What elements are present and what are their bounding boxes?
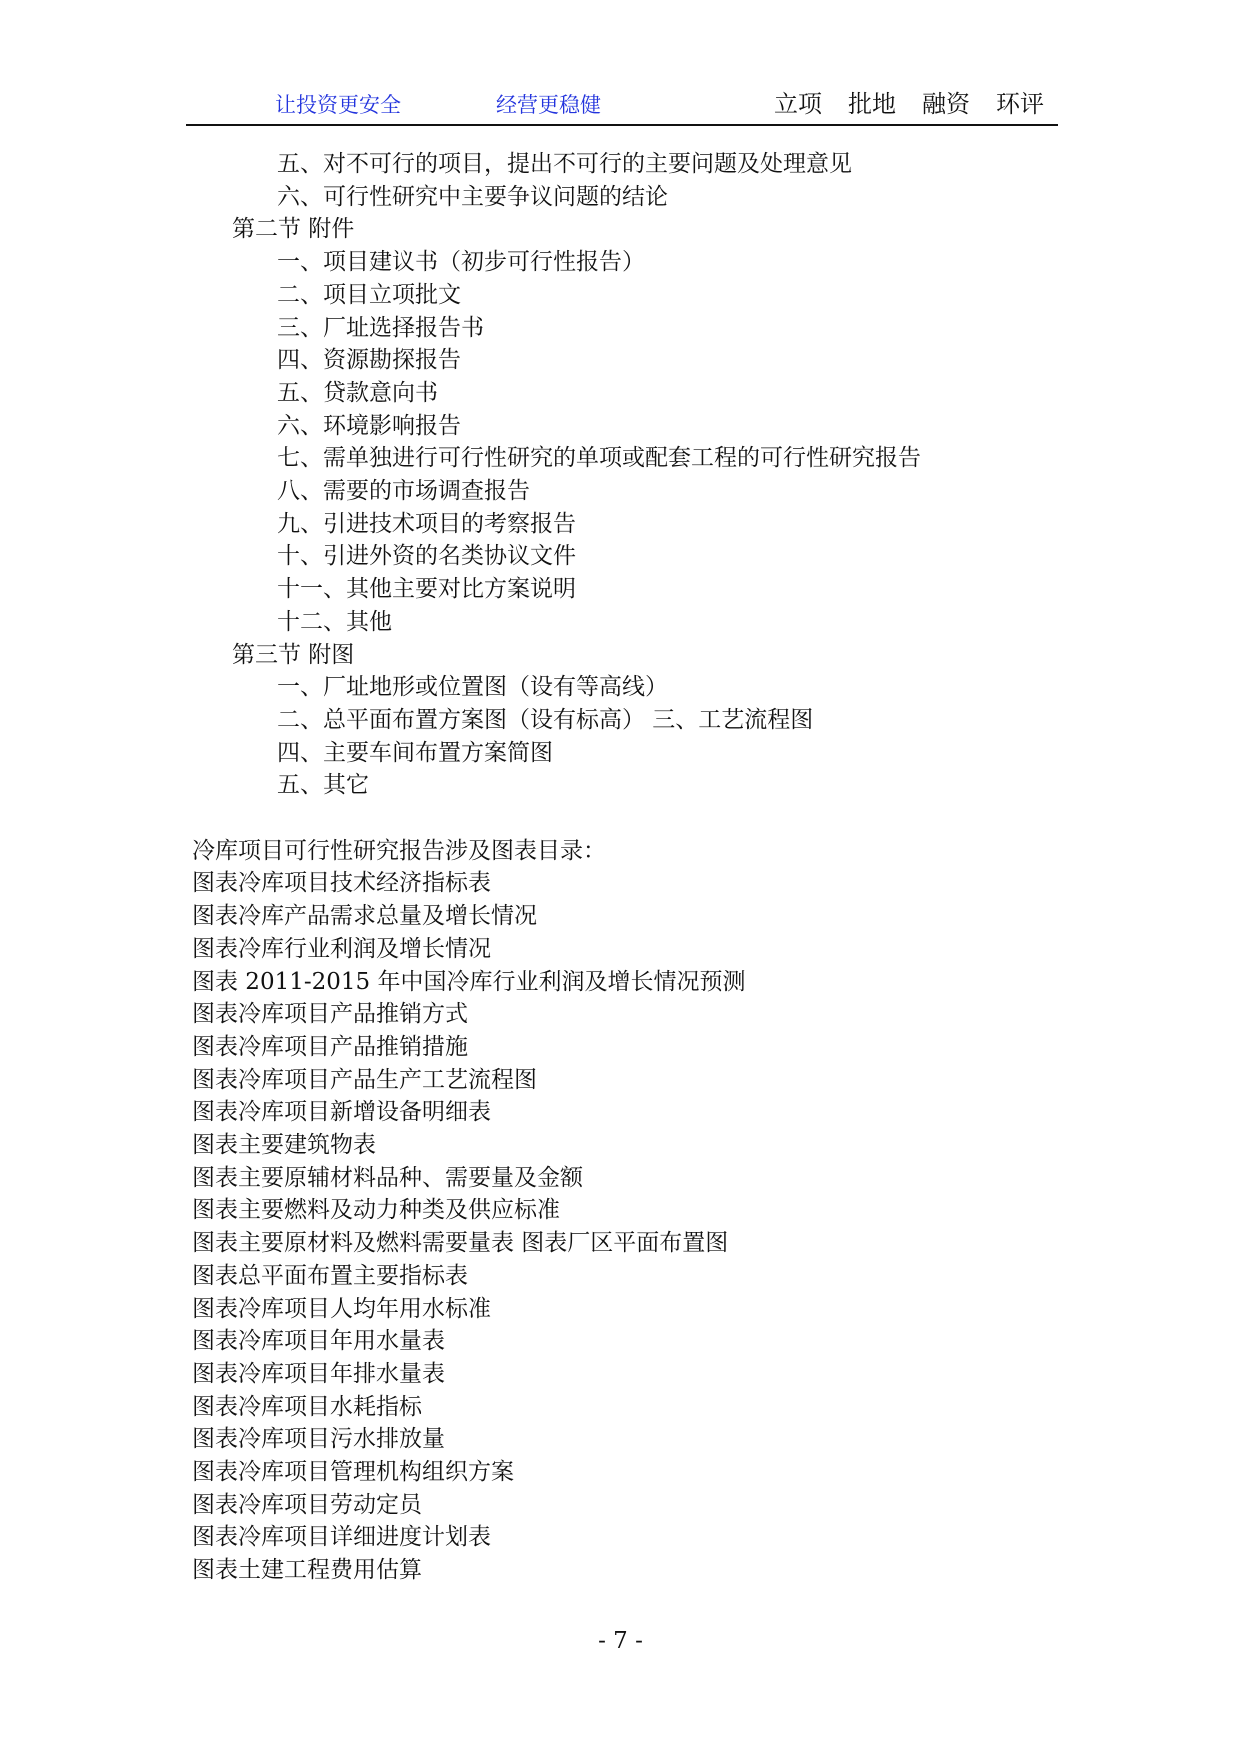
figure-list-item: 图表冷库项目劳动定员 (192, 1491, 422, 1518)
outline-item: 六、环境影响报告 (277, 412, 461, 439)
outline-item: 五、贷款意向书 (277, 379, 438, 406)
section-heading: 第二节 附件 (232, 216, 355, 243)
figure-list-item: 图表冷库项目产品生产工艺流程图 (192, 1066, 537, 1093)
figure-list-item: 图表冷库项目产品推销方式 (192, 1001, 468, 1028)
outline-item: 一、厂址地形或位置图（设有等高线） (277, 674, 668, 701)
outline-item: 六、可行性研究中主要争议问题的结论 (277, 183, 668, 210)
figure-list-item: 图表冷库项目详细进度计划表 (192, 1524, 491, 1551)
figure-list-item: 图表冷库项目技术经济指标表 (192, 870, 491, 897)
figure-list-item: 图表主要燃料及动力种类及供应标准 (192, 1197, 560, 1224)
outline-item: 四、主要车间布置方案简图 (277, 739, 553, 766)
figure-list-item: 图表冷库行业利润及增长情况 (192, 935, 491, 962)
figure-list-item: 图表土建工程费用估算 (192, 1557, 422, 1584)
page-header (186, 88, 1058, 126)
service-item-financing: 融资 (922, 90, 970, 118)
figure-list-item: 图表冷库项目人均年用水标准 (192, 1295, 491, 1322)
outline-item: 九、引进技术项目的考察报告 (277, 510, 576, 537)
figure-list-item: 图表总平面布置主要指标表 (192, 1262, 468, 1289)
outline-item: 一、项目建议书（初步可行性报告） (277, 249, 645, 276)
service-item-approval: 立项 (774, 90, 822, 118)
service-item-land: 批地 (848, 90, 896, 118)
figure-list-item: 图表冷库项目管理机构组织方案 (192, 1459, 514, 1485)
outline-item: 三、厂址选择报告书 (277, 314, 484, 341)
outline-item: 十、引进外资的名类协议文件 (277, 543, 576, 570)
outline-item: 十二、其他 (277, 608, 392, 635)
outline-item: 十一、其他主要对比方案说明 (277, 576, 576, 603)
figure-list-item: 图表主要原辅材料品种、需要量及金额 (192, 1164, 583, 1191)
figure-list-item: 图表冷库项目年用水量表 (192, 1328, 445, 1355)
figure-list-item: 图表冷库项目污水排放量 (192, 1426, 445, 1453)
figure-list-item: 图表冷库项目水耗指标 (192, 1393, 422, 1420)
outline-item: 五、对不可行的项目，提出不可行的主要问题及处理意见 (277, 151, 852, 177)
section-heading: 第三节 附图 (232, 641, 355, 668)
header-slogan-right: 经营更稳健 (496, 93, 601, 117)
service-item-eia: 环评 (996, 90, 1044, 118)
page-number: - 7 - (598, 1628, 643, 1654)
figure-list-item: 图表冷库产品需求总量及增长情况 (192, 903, 537, 930)
outline-item: 四、资源勘探报告 (277, 347, 461, 374)
outline-item: 五、其它 (277, 772, 369, 799)
figure-list-item: 图表冷库项目年排水量表 (192, 1360, 445, 1387)
figure-list-item: 图表主要原材料及燃料需要量表 图表厂区平面布置图 (192, 1230, 729, 1257)
figures-list-title: 冷库项目可行性研究报告涉及图表目录： (192, 837, 606, 864)
header-slogan-left: 让投资更安全 (275, 93, 401, 117)
figure-list-item: 图表冷库项目产品推销措施 (192, 1033, 468, 1060)
header-services (774, 90, 1044, 118)
figure-list-item: 图表冷库项目新增设备明细表 (192, 1099, 491, 1126)
figure-list-item: 图表主要建筑物表 (192, 1132, 376, 1158)
outline-item: 二、项目立项批文 (277, 281, 461, 308)
figure-list-item: 图表 2011-2015 年中国冷库行业利润及增长情况预测 (192, 968, 746, 995)
outline-item: 七、需单独进行可行性研究的单项或配套工程的可行性研究报告 (277, 445, 921, 472)
outline-item: 八、需要的市场调查报告 (277, 478, 530, 504)
outline-item: 二、总平面布置方案图（设有标高） 三、工艺流程图 (277, 706, 814, 733)
